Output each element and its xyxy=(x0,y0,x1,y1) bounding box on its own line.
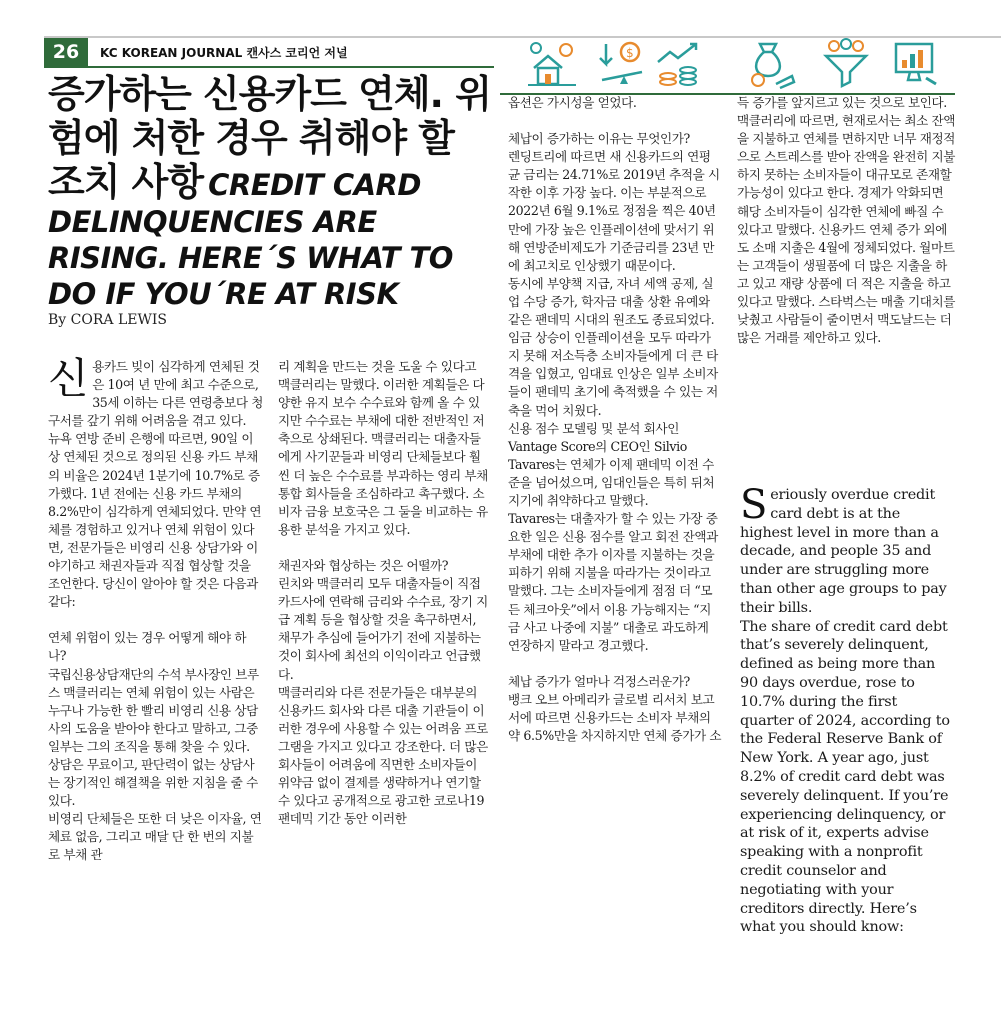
paragraph: 옵션은 가시성을 얻었다. xyxy=(508,95,637,110)
paragraph: 신용 점수 모델링 및 분석 회사인 Vantage Score의 CEO인 Silvio Tavares는 연체가 이제 팬데믹 이전 수준을 넘어섰으며, 임대인들은 특히 뒤처지기에 취약하다고 말했다. xyxy=(508,420,715,508)
paragraph: 뉴욕 연방 준비 은행에 따르면, 90일 이상 연체된 것으로 정의된 신용 카드 부채의 비율은 2024년 1분기에 10.7%로 증가했다. 1년 전에는 신용 카드 부채의 8.2%만이 심각하게 연체되었다. 만약 연체를 경험하고 있거나 연체 위험이 있다면, 전문가들은 비영리 신용 상담가와 이야기하고 채권자들과 직접 협상할 것을 조언한다. 당신이 알아야 할 것은 다음과 같다: xyxy=(48,431,262,610)
money-bag-hand-icon xyxy=(746,38,798,90)
monitor-chart-icon xyxy=(890,38,942,90)
paragraph: 국립신용상담재단의 수석 부사장인 브루스 맥클러리는 연체 위험이 있는 사람은 누구나 가능한 한 빨리 비영리 신용 상담사의 도움을 받아야 한다고 말하고, 그중 일부는 그의 조직을 통해 찾을 수 있다. 상담은 무료이고, 판단력이 없는 상담사는 장기적인 해결책을 위한 지침을 줄 수 있다. xyxy=(48,666,259,809)
paragraph: 렌딩트리에 따르면 새 신용카드의 연평균 금리는 24.71%로 2019년 추적을 시작한 이후 가장 높다. 이는 부분적으로 2022년 6월 9.1%로 정점을 찍은 40년 만에 가장 높은 인플레이션에 맞서기 위해 연방준비제도가 기준금리를 23년 만에 최고치로 인상했기 때문이다. xyxy=(508,149,720,273)
article-column-3 xyxy=(508,94,722,745)
rising-chart-coins-icon xyxy=(654,38,706,90)
article-column-1 xyxy=(48,354,264,865)
finance-icon-strip xyxy=(520,38,950,92)
page-number: 26 xyxy=(44,38,88,66)
paragraph: eriously overdue credit card debt is at the highest level in more than a decade, and people 35 and under are struggling more than other age groups to pay their bills. xyxy=(740,487,947,616)
header-rule xyxy=(44,66,494,68)
article-column-2 xyxy=(278,358,490,828)
paragraph: 리 계획을 만드는 것을 도울 수 있다고 맥클러리는 말했다. 이러한 계획들은 다양한 유지 보수 수수료와 함께 올 수 있지만 수수료는 부채에 대한 전반적인 저축으로 상쇄된다. 맥클러리는 대출자들에게 사기꾼들과 비영리 단체들보다 훨씬 더 높은 수수료를 부과하는 영리 부채 통합 회사들을 조심하라고 촉구했다. 소비자 금융 보호국은 그 둘을 비교하는 유용한 분석을 가지고 있다. xyxy=(278,359,488,537)
article-column-4 xyxy=(737,94,957,347)
paragraph: 득 증가를 앞지르고 있는 것으로 보인다. 맥클러리에 따르면, 현재로서는 최소 잔액을 지불하고 연체를 면하지만 너무 재정적으로 스트레스를 받아 잔액을 완전히 지불하지 못하는 소비자들이 대규모로 존재할 가능성이 있다고 한다. 경제가 악화되면 해당 소비자들이 심각한 연체에 빠질 수 있다고 말했다. 신용카드 연체 증가 외에도 소매 지출은 4월에 정체되었다. 월마트는 고객들이 생필품에 더 많은 지출을 하고 있고 재량 상품에 더 적은 지출을 하고 있다고 말했다. 스타벅스는 매출 기대치를 낮췄고 사람들이 줄이면서 맥도날드는 더 많은 거래를 제안하고 있다. xyxy=(737,95,956,346)
headline xyxy=(48,72,500,312)
headline-english: CREDIT CARD DELINQUENCIES ARE RISING. HERE´S WHAT TO DO IF YOU´RE AT RISK xyxy=(48,168,453,311)
subheading: 체납 증가가 얼마나 걱정스러운가? xyxy=(508,673,690,689)
drop-cap: S xyxy=(740,482,768,528)
subheading: 채권자와 협상하는 것은 어떨까? xyxy=(278,557,449,573)
publication-name: KC KOREAN JOURNAL 캔사스 코리언 저널 xyxy=(100,46,348,60)
byline: By CORA LEWIS xyxy=(48,312,167,328)
paragraph: 용카드 빚이 심각하게 연체된 것은 10여 년 만에 최고 수준으로, 35세 이하는 다른 연령층보다 청구서를 갚기 위해 어려움을 겪고 있다. xyxy=(48,359,264,429)
paragraph: 맥클러리와 다른 전문가들은 대부분의 신용카드 회사와 다른 대출 기관들이 이러한 경우에 사용할 수 있는 어려움 프로그램을 가지고 있다고 강조한다. 더 많은 회사들이 어려움에 직면한 소비자들이 위약금 없이 결제를 생략하거나 연기할 수 있다고 공개적으로 광고한 코로나19 팬데믹 기간 동안 이러한 xyxy=(278,684,488,827)
paragraph: 비영리 단체들은 또한 더 낮은 이자율, 연체료 없음, 그리고 매달 단 한 번의 지불로 부채 관 xyxy=(48,811,262,863)
house-money-icon xyxy=(526,38,578,90)
drop-cap: 신 xyxy=(48,354,89,403)
svg-text:$: $ xyxy=(626,46,634,60)
paragraph: 뱅크 오브 아메리카 글로벌 리서치 보고서에 따르면 신용카드는 소비자 부채의 약 6.5%만을 차지하지만 연체 증가가 소 xyxy=(508,691,722,744)
subheading: 체납이 증가하는 이유는 무엇인가? xyxy=(508,131,690,147)
subheading: 연체 위험이 있는 경우 어떻게 해야 하나? xyxy=(48,630,247,664)
paragraph: The share of credit card debt that’s severely delinquent, defined as being more than 90 days overdue, rose to 10.7% during the first quarter of 2024, according to the Federal Reserve Bank of New York. A year ago, just 8.2% of credit card debt was severely delinquent. If you’re experiencing delinquency, or at risk of it, experts advise speaking with a nonprofit credit counselor and negotiating with your creditors directly. Here’s what you should know: xyxy=(740,618,950,936)
english-article-intro xyxy=(740,482,952,937)
paragraph: 동시에 부양책 지급, 자녀 세액 공제, 실업 수당 증가, 학자금 대출 상환 유예와 같은 팬데믹 시대의 원조도 종료되었다. 임금 상승이 인플레이션을 모두 따라가지 못해 저소득층 소비자들에게 더 큰 타격을 입혔고, 임대료 인상은 일부 소비자들이 팬데믹 초기에 축적했을 수 있는 저축을 먹어 치웠다. xyxy=(508,275,718,418)
funnel-coins-icon xyxy=(820,38,872,90)
headline-korean: 증가하는 신용카드 연체. 위험에 처한 경우 취해야 할 조치 사항 xyxy=(48,72,491,204)
down-arrow-scale-icon xyxy=(596,38,648,90)
paragraph: 린치와 맥클러리 모두 대출자들이 직접 카드사에 연락해 금리와 수수료, 장기 지급 계획 등을 협상할 것을 촉구하면서, 채무가 추심에 들어가기 전에 지불하는 것이 회사에 최선의 이익이라고 언급했다. xyxy=(278,576,488,682)
paragraph: Tavares는 대출자가 할 수 있는 가장 중요한 일은 신용 점수를 알고 회전 잔액과 부채에 대한 추가 이자를 지불하는 것을 피하기 위해 지불을 따라가는 것이라고 말했다. 그는 소비자들에게 점점 더 “모든 체크아웃”에서 이용 가능해지는 “지금 사고 나중에 지불” 대출로 과도하게 연장하지 말라고 경고했다. xyxy=(508,511,718,653)
